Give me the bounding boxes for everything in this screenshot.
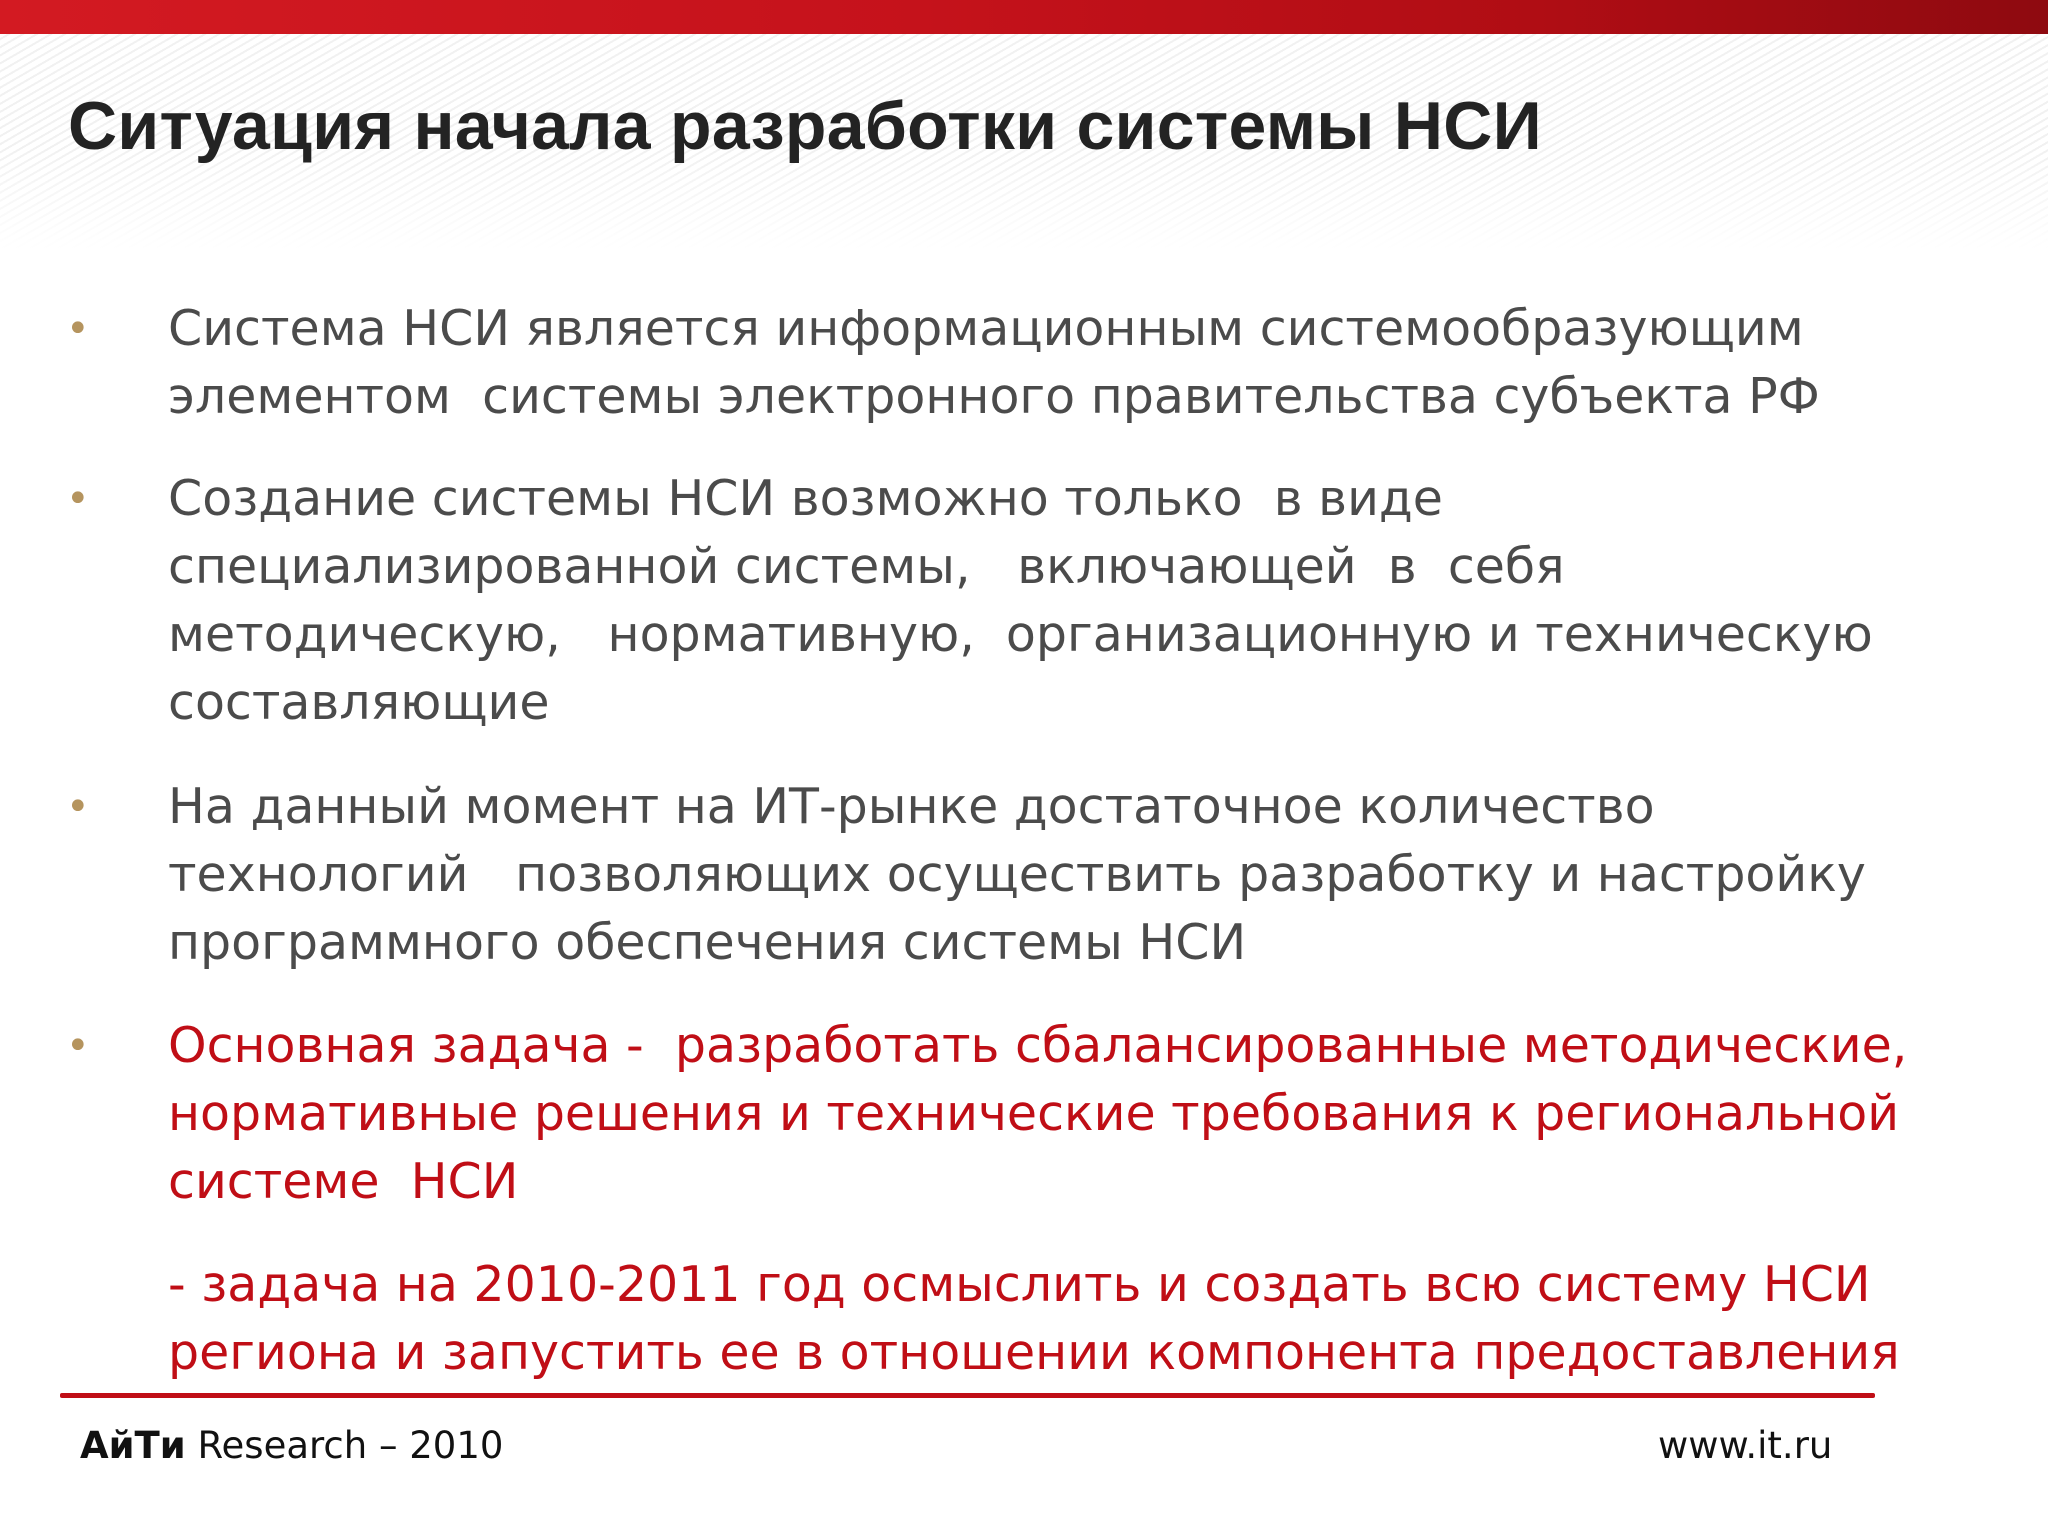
bullet-line: Основная задача - разработать сбалансированные методические, <box>168 1017 1908 1074</box>
bullet-line: Создание системы НСИ возможно только в виде <box>168 470 1443 527</box>
bullet-line: нормативные решения и технические требования к региональной <box>168 1085 1900 1142</box>
bullet-line: На данный момент на ИТ-рынке достаточное количество <box>168 778 1655 835</box>
bullet-line: системе НСИ <box>168 1153 519 1210</box>
bullet-line: программного обеспечения системы НСИ <box>168 914 1247 971</box>
bullet-marker: • <box>66 1023 90 1069</box>
bullet-text <box>168 773 1998 977</box>
bullet-text <box>168 465 1998 737</box>
bullet-text-highlight <box>168 1012 1998 1216</box>
bullet-line: технологий позволяющих осуществить разработку и настройку <box>168 846 1866 903</box>
bullet-line: специализированной системы, включающей в себя <box>168 538 1565 595</box>
top-accent-bar <box>0 0 2048 34</box>
footer-brand: АйТи <box>80 1424 186 1467</box>
bullet-marker: • <box>66 476 90 522</box>
footer-credit <box>80 1422 503 1470</box>
sub-note-line: - задача на 2010-2011 год осмыслить и создать всю систему НСИ <box>168 1256 1871 1313</box>
bullet-marker: • <box>66 306 90 352</box>
bullet-line: элементом системы электронного правительства субъекта РФ <box>168 368 1820 425</box>
bullet-line: методическую, нормативную, организационную и техническую <box>168 606 1873 663</box>
bullet-marker: • <box>66 784 90 830</box>
footer-url: www.it.ru <box>1658 1424 1833 1467</box>
bullet-line: Система НСИ является информационным системообразующим <box>168 300 1804 357</box>
bullet-text <box>168 295 1998 431</box>
footer-credit-rest: Research – 2010 <box>185 1424 504 1467</box>
slide-title: Ситуация начала разработки системы НСИ <box>68 88 1542 164</box>
bullet-line: составляющие <box>168 674 550 731</box>
footer-divider <box>60 1393 1875 1398</box>
sub-note-line: региона и запустить ее в отношении компонента предоставления <box>168 1324 1900 1381</box>
sub-note-text <box>168 1251 1998 1387</box>
